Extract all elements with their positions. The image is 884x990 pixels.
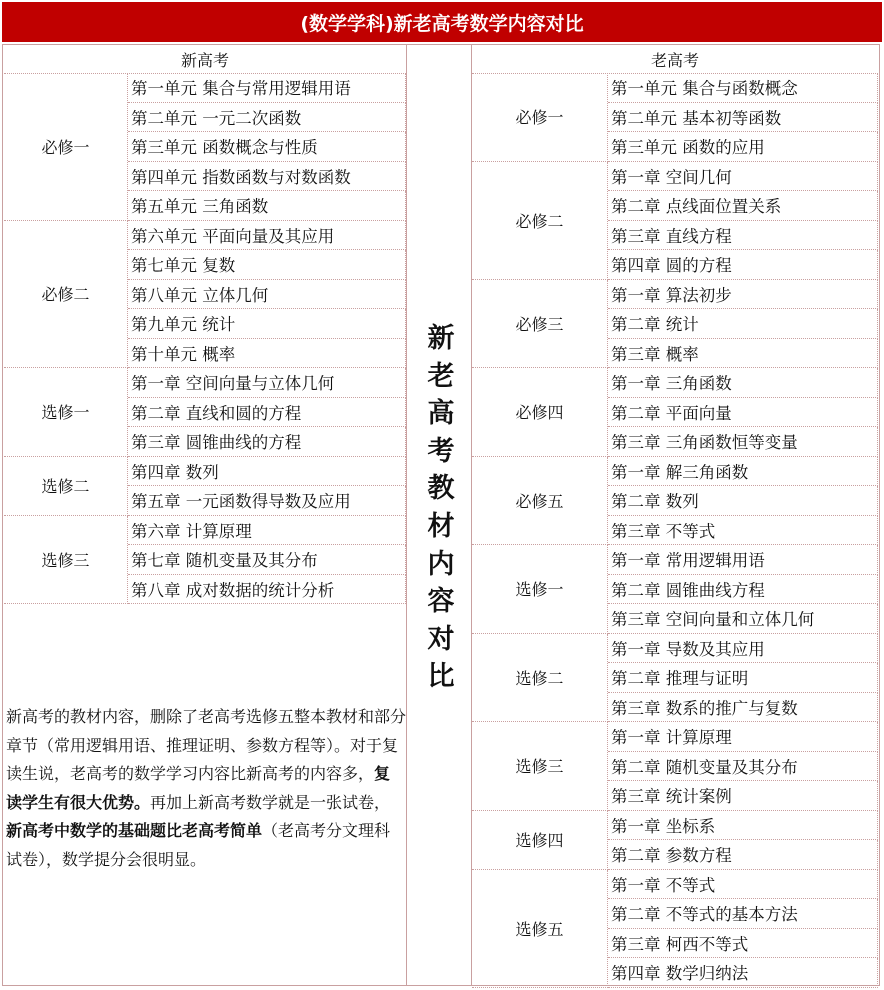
vertical-title-char: 高 [427, 398, 455, 430]
old-item: 第二章 参数方程 [608, 840, 878, 870]
comparison-note [6, 703, 406, 875]
old-item: 第三单元 函数的应用 [608, 132, 878, 162]
old-item: 第一单元 集合与函数概念 [608, 73, 878, 103]
note-bold-2: 新高考中数学的基础题比老高考简单 [6, 821, 263, 841]
old-group-8: 选修四 [472, 811, 608, 870]
note-text-3: （老高考分文理科试卷），数学提分会很明显。 [6, 821, 391, 869]
new-item: 第一章 空间向量与立体几何 [128, 368, 406, 398]
new-item: 第五单元 三角函数 [128, 191, 406, 221]
new-item: 第五章 一元函数得导数及应用 [128, 486, 406, 516]
old-item: 第四章 圆的方程 [608, 250, 878, 280]
old-item: 第三章 柯西不等式 [608, 929, 878, 959]
old-item: 第二章 平面向量 [608, 398, 878, 428]
old-item: 第三章 空间向量和立体几何 [608, 604, 878, 634]
vertical-title-char: 比 [427, 661, 455, 693]
new-item: 第三单元 函数概念与性质 [128, 132, 406, 162]
old-group-7: 选修三 [472, 722, 608, 811]
vertical-title-char: 容 [427, 586, 455, 618]
vertical-title-char: 教 [427, 473, 455, 505]
vertical-title-char: 新 [427, 323, 455, 354]
vertical-title-char: 对 [427, 623, 455, 655]
old-item: 第二章 点线面位置关系 [608, 191, 878, 221]
new-group-3: 选修二 [4, 457, 128, 516]
page-title: (数学学科)新老高考数学内容对比 [2, 2, 882, 42]
new-item: 第四单元 指数函数与对数函数 [128, 162, 406, 192]
old-curriculum-header: 老高考 [472, 45, 878, 74]
old-item: 第一章 常用逻辑用语 [608, 545, 878, 575]
new-item: 第十单元 概率 [128, 339, 406, 369]
new-item: 第二单元 一元二次函数 [128, 103, 406, 133]
note-text-1: 新高考的教材内容，删除了老高考选修五整本教材和部分章节（常用逻辑用语、推理证明、参数方程等）。对于复读生说，老高考的数学学习内容比新高考的内容多， [6, 707, 407, 784]
old-item: 第二章 推理与证明 [608, 663, 878, 693]
old-item: 第一章 解三角函数 [608, 457, 878, 487]
new-item: 第六单元 平面向量及其应用 [128, 221, 406, 251]
new-item: 第三章 圆锥曲线的方程 [128, 427, 406, 457]
new-item: 第九单元 统计 [128, 309, 406, 339]
new-item: 第七单元 复数 [128, 250, 406, 280]
old-item: 第二章 圆锥曲线方程 [608, 575, 878, 605]
old-item: 第一章 计算原理 [608, 722, 878, 752]
old-item: 第二章 不等式的基本方法 [608, 899, 878, 929]
old-item: 第三章 统计案例 [608, 781, 878, 811]
new-item: 第八单元 立体几何 [128, 280, 406, 310]
old-item: 第三章 概率 [608, 339, 878, 369]
vertical-title-char: 老 [427, 360, 455, 392]
old-group-0: 必修一 [472, 73, 608, 162]
new-item: 第八章 成对数据的统计分析 [128, 575, 406, 605]
new-group-1: 必修二 [4, 221, 128, 369]
old-item: 第二章 数列 [608, 486, 878, 516]
new-group-2: 选修一 [4, 368, 128, 457]
old-item: 第四章 数学归纳法 [608, 958, 878, 988]
vertical-title-char: 材 [427, 510, 455, 542]
new-group-0: 必修一 [4, 73, 128, 221]
vertical-title [415, 320, 467, 696]
new-group-4: 选修三 [4, 516, 128, 605]
new-item: 第六章 计算原理 [128, 516, 406, 546]
old-item: 第一章 不等式 [608, 870, 878, 900]
old-group-9: 选修五 [472, 870, 608, 988]
new-item: 第一单元 集合与常用逻辑用语 [128, 73, 406, 103]
old-group-3: 必修四 [472, 368, 608, 457]
old-item: 第二章 统计 [608, 309, 878, 339]
old-item: 第一章 导数及其应用 [608, 634, 878, 664]
old-group-1: 必修二 [472, 162, 608, 280]
new-item: 第二章 直线和圆的方程 [128, 398, 406, 428]
note-bold-1: 复读学生有很大优势。 [6, 764, 391, 812]
new-item: 第四章 数列 [128, 457, 406, 487]
old-item: 第一章 三角函数 [608, 368, 878, 398]
vertical-title-char: 考 [427, 435, 455, 467]
left-divider [406, 44, 407, 986]
old-item: 第三章 三角函数恒等变量 [608, 427, 878, 457]
new-item: 第七章 随机变量及其分布 [128, 545, 406, 575]
old-group-4: 必修五 [472, 457, 608, 546]
old-item: 第一章 算法初步 [608, 280, 878, 310]
old-item: 第二章 随机变量及其分布 [608, 752, 878, 782]
old-item: 第三章 不等式 [608, 516, 878, 546]
note-text-2: 再加上新高考数学就是一张试卷， [150, 792, 391, 812]
old-group-5: 选修一 [472, 545, 608, 634]
old-item: 第二单元 基本初等函数 [608, 103, 878, 133]
old-group-2: 必修三 [472, 280, 608, 369]
old-item: 第三章 数系的推广与复数 [608, 693, 878, 723]
vertical-title-char: 内 [427, 548, 455, 580]
old-item: 第一章 坐标系 [608, 811, 878, 841]
old-group-6: 选修二 [472, 634, 608, 723]
new-curriculum-header: 新高考 [4, 45, 406, 74]
old-item: 第一章 空间几何 [608, 162, 878, 192]
old-item: 第三章 直线方程 [608, 221, 878, 251]
